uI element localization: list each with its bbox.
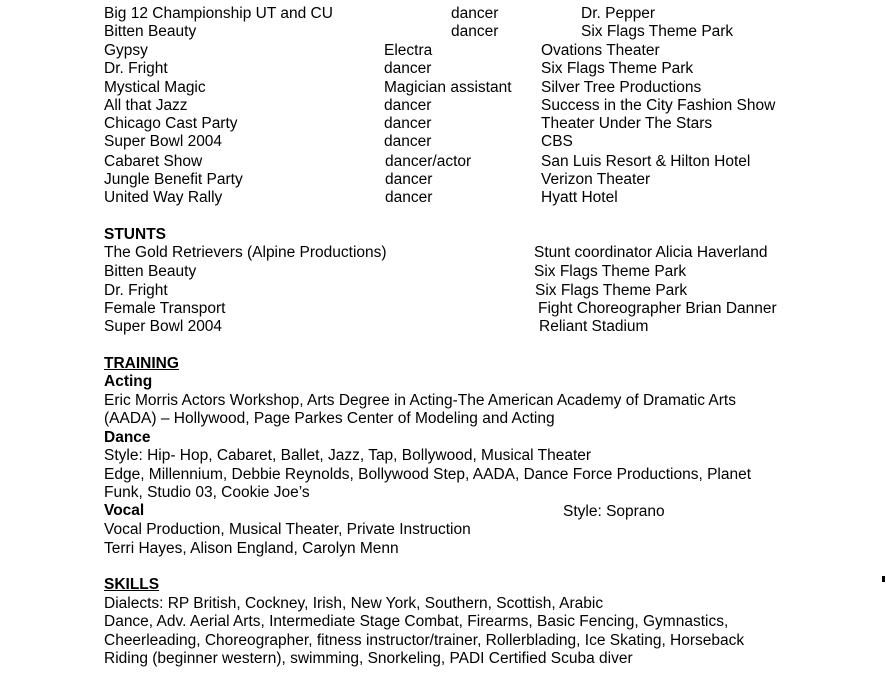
acting-line: (AADA) – Hollywood, Page Parkes Center of Modeling and Acting	[104, 410, 555, 427]
vocal-label: Vocal	[104, 502, 145, 519]
credit-role: dancer	[451, 23, 499, 40]
credit-title: Jungle Benefit Party	[104, 171, 243, 188]
stunt-detail: Six Flags Theme Park	[534, 263, 687, 280]
stunt-title: Female Transport	[104, 300, 226, 317]
skills-line: Dance, Adv. Aerial Arts, Intermediate Stage Combat, Firearms, Basic Fencing, Gymnastics,	[104, 613, 729, 630]
dance-line: Style: Hip- Hop, Cabaret, Ballet, Jazz, Tap, Bollywood, Musical Theater	[104, 447, 592, 464]
credit-title: Cabaret Show	[104, 153, 203, 170]
credit-role: dancer	[384, 133, 432, 150]
edge-mark	[882, 576, 885, 582]
acting-line: Eric Morris Actors Workshop, Arts Degree in Acting-The American Academy of Dramatic Arts	[104, 392, 736, 409]
credit-role: Magician assistant	[384, 79, 512, 96]
credit-venue: CBS	[541, 133, 573, 150]
credit-venue: Success in the City Fashion Show	[541, 97, 776, 114]
skills-heading: SKILLS	[104, 576, 160, 593]
credit-role: dancer	[384, 115, 432, 132]
stunt-title: Bitten Beauty	[104, 263, 197, 280]
credit-role: dancer	[384, 97, 432, 114]
stunts-heading: STUNTS	[104, 226, 166, 243]
credit-venue: San Luis Resort & Hilton Hotel	[541, 153, 751, 170]
credit-role: dancer	[385, 171, 433, 188]
credit-title: All that Jazz	[104, 97, 188, 114]
stunt-detail: Fight Choreographer Brian Danner	[538, 300, 777, 317]
credit-venue: Hyatt Hotel	[541, 189, 618, 206]
acting-label: Acting	[104, 373, 153, 390]
stunt-detail: Six Flags Theme Park	[535, 282, 688, 299]
stunt-detail: Reliant Stadium	[539, 318, 649, 335]
training-heading: TRAINING	[104, 355, 179, 372]
credit-venue: Six Flags Theme Park	[581, 23, 734, 40]
credit-venue: Silver Tree Productions	[541, 79, 702, 96]
credit-title: Mystical Magic	[104, 79, 206, 96]
vocal-line: Vocal Production, Musical Theater, Private Instruction	[104, 521, 471, 538]
stunt-title: Dr. Fright	[104, 282, 168, 299]
stunt-title: Super Bowl 2004	[104, 318, 223, 335]
credit-role: Electra	[384, 42, 433, 59]
credit-title: Super Bowl 2004	[104, 133, 223, 150]
credit-role: dancer	[451, 5, 499, 22]
credit-venue: Six Flags Theme Park	[541, 60, 694, 77]
vocal-style: Style: Soprano	[563, 503, 665, 520]
credit-role: dancer	[385, 189, 433, 206]
dance-label: Dance	[104, 429, 151, 446]
stunt-title: The Gold Retrievers (Alpine Productions)	[104, 244, 387, 261]
skills-line: Cheerleading, Choreographer, fitness instructor/trainer, Rollerblading, Ice Skating, Horseback	[104, 632, 745, 649]
credit-venue: Ovations Theater	[541, 42, 660, 59]
credit-role: dancer/actor	[385, 153, 472, 170]
credit-venue: Verizon Theater	[541, 171, 651, 188]
credit-title: Dr. Fright	[104, 60, 168, 77]
dance-line: Edge, Millennium, Debbie Reynolds, Bollywood Step, AADA, Dance Force Productions, Planet	[104, 466, 752, 483]
credit-venue: Theater Under The Stars	[541, 115, 713, 132]
credit-title: Bitten Beauty	[104, 23, 197, 40]
skills-line: Riding (beginner western), swimming, Snorkeling, PADI Certified Scuba diver	[104, 650, 633, 667]
vocal-line: Terri Hayes, Alison England, Carolyn Menn	[104, 540, 399, 557]
dance-line: Funk, Studio 03, Cookie Joe’s	[104, 484, 310, 501]
stunt-detail: Stunt coordinator Alicia Haverland	[534, 244, 768, 261]
credit-title: Big 12 Championship UT and CU	[104, 5, 333, 22]
credit-title: Gypsy	[104, 42, 148, 59]
credit-role: dancer	[384, 60, 432, 77]
skills-line: Dialects: RP British, Cockney, Irish, New York, Southern, Scottish, Arabic	[104, 595, 604, 612]
credit-title: Chicago Cast Party	[104, 115, 238, 132]
credit-venue: Dr. Pepper	[581, 5, 656, 22]
credit-title: United Way Rally	[104, 189, 223, 206]
